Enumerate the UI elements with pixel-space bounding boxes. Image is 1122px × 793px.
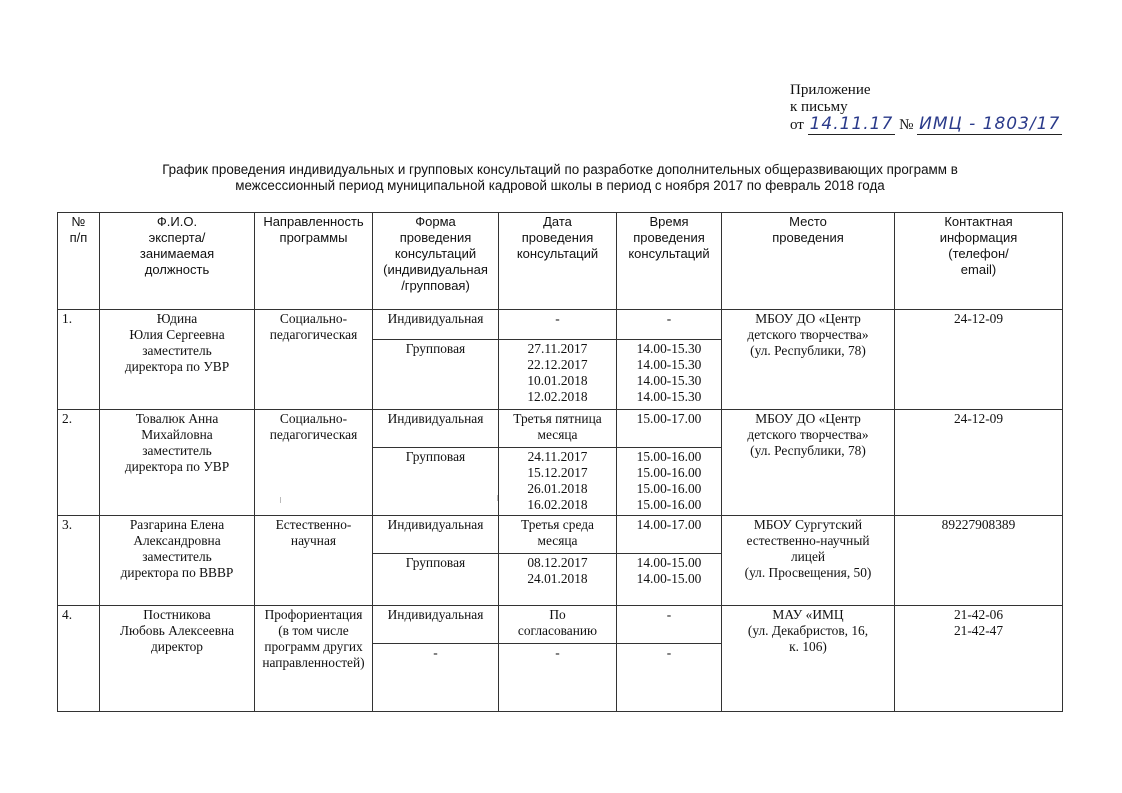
row-number: 2. (58, 410, 100, 516)
cell-text-line: 24-12-09 (953, 411, 1004, 426)
date-group (499, 448, 617, 516)
cell-text-line: Социально- (279, 311, 348, 326)
place-cell (722, 516, 895, 606)
cell-text-line: (телефон/ (948, 246, 1009, 261)
cell-text-line: /групповая) (401, 278, 470, 293)
cell-text-line: заместитель (142, 343, 212, 358)
cell-text-line: email) (960, 262, 997, 277)
cell-text-line: 14.00-15.00 (636, 571, 702, 586)
cell-text-line: Направленность (263, 214, 364, 229)
direction-cell (255, 516, 373, 606)
header-place (722, 213, 895, 310)
cell-text-line: МБОУ ДО «Центр (755, 311, 861, 326)
header-form (373, 213, 499, 310)
cell-text-line: проведения (772, 230, 844, 245)
table-header-row (58, 213, 1063, 310)
cell-text-line: 14.00-15.30 (636, 341, 702, 356)
cell-text-line: Товалюк Анна (135, 411, 219, 426)
cell-text-line: консультаций (628, 246, 710, 261)
cell-text-line: информация (939, 230, 1018, 245)
row-number: 4. (58, 606, 100, 712)
cell-text-line: - (666, 311, 672, 326)
cell-text-line: педагогическая (269, 327, 358, 342)
cell-text-line: 21-42-06 (953, 607, 1004, 622)
date-individual (499, 516, 617, 554)
document-title (60, 162, 1060, 194)
cell-text-line: 21-42-47 (953, 623, 1004, 638)
cell-text-line: направленностей) (262, 655, 365, 670)
cell-text-line: 15.12.2017 (527, 465, 588, 480)
cell-text-line: - (666, 607, 672, 622)
form-individual: Индивидуальная (373, 310, 499, 340)
cell-text-line: 08.12.2017 (527, 555, 588, 570)
cell-text-line: (ул. Просвещения, 50) (744, 565, 872, 580)
appendix-block (790, 82, 1062, 134)
form-individual: Индивидуальная (373, 410, 499, 448)
cell-text-line: Время (649, 214, 689, 229)
cell-text-line: Место (789, 214, 827, 229)
cell-text-line: директор (150, 639, 203, 654)
cell-text-line: согласованию (517, 623, 598, 638)
cell-text-line: Форма (415, 214, 456, 229)
cell-text-line: детского творчества» (747, 427, 869, 442)
time-individual (617, 410, 722, 448)
cell-text-line: Социально- (279, 411, 348, 426)
direction-cell (255, 310, 373, 410)
cell-text-line: Юлия Сергеевна (129, 327, 225, 342)
handwritten-date: 14.11.17 (809, 114, 894, 134)
cell-text-line: проведения (521, 230, 594, 245)
cell-text-line: 24-12-09 (953, 311, 1004, 326)
row-number: 3. (58, 516, 100, 606)
contact-cell (895, 410, 1063, 516)
cell-text-line: Александровна (133, 533, 221, 548)
date-group (499, 340, 617, 410)
cell-text-line: (ул. Декабристов, 16, (747, 623, 869, 638)
cell-text-line: (ул. Республики, 78) (750, 343, 866, 358)
cell-text-line: должность (144, 262, 210, 277)
header-time (617, 213, 722, 310)
cell-text-line: 24.01.2018 (527, 571, 588, 586)
header-contact (895, 213, 1063, 310)
cell-text-line: педагогическая (269, 427, 358, 442)
cell-text-line: программы (279, 230, 348, 245)
cell-text-line: Профориентация (264, 607, 363, 622)
cell-text-line: Третья среда (521, 517, 594, 532)
expert-cell (100, 516, 255, 606)
header-date (499, 213, 617, 310)
cell-text-line: научная (290, 533, 337, 548)
cell-text-line: (ул. Республики, 78) (750, 443, 866, 458)
date-individual (499, 410, 617, 448)
number-prefix: № (899, 117, 914, 133)
cell-text-line: детского творчества» (747, 327, 869, 342)
contact-cell (895, 606, 1063, 712)
table-row (58, 310, 1063, 340)
form-individual: Индивидуальная (373, 606, 499, 644)
cell-text-line: эксперта/ (148, 230, 206, 245)
cell-text-line: Третья пятница (513, 411, 602, 426)
cell-text-line: Естественно- (275, 517, 352, 532)
cell-text-line: 89227908389 (941, 517, 1016, 532)
header-expert (100, 213, 255, 310)
appendix-date-number (790, 116, 1062, 134)
cell-text-line: 15.00-17.00 (636, 411, 702, 426)
cell-text-line: 14.00-15.30 (636, 373, 702, 388)
from-prefix: от (790, 117, 804, 133)
cell-text-line: (в том числе (278, 623, 349, 638)
cell-text-line: (индивидуальная (383, 262, 488, 277)
form-group: Групповая (373, 448, 499, 516)
form-individual: Индивидуальная (373, 516, 499, 554)
cell-text-line: - (666, 645, 672, 660)
scan-mark (280, 497, 281, 503)
direction-cell (255, 410, 373, 516)
cell-text-line: Любовь Алексеевна (119, 623, 235, 638)
title-line-1: График проведения индивидуальных и групповых консультаций по разработке дополнительных общеразвивающих программ в (162, 162, 958, 177)
cell-text-line: Постникова (143, 607, 211, 622)
cell-text-line: - (555, 645, 560, 660)
scan-mark (497, 495, 498, 501)
header-direction (255, 213, 373, 310)
time-group (617, 340, 722, 410)
cell-text-line: 10.01.2018 (527, 373, 588, 388)
cell-text-line: директора по ВВВР (120, 565, 234, 580)
cell-text-line: директора по УВР (124, 359, 230, 374)
table-row (58, 516, 1063, 554)
place-cell (722, 310, 895, 410)
cell-text-line: 14.00-15.30 (636, 357, 702, 372)
table-row (58, 606, 1063, 644)
contact-cell (895, 310, 1063, 410)
form-group: Групповая (373, 340, 499, 410)
header-num (58, 213, 100, 310)
cell-text-line: проведения (399, 230, 472, 245)
appendix-title: Приложение (790, 82, 871, 98)
time-individual (617, 516, 722, 554)
cell-text-line: месяца (537, 427, 578, 442)
cell-text-line: МБОУ Сургутский (753, 517, 863, 532)
direction-cell (255, 606, 373, 712)
cell-text-line: Разгарина Елена (129, 517, 225, 532)
cell-text-line: 15.00-16.00 (636, 449, 702, 464)
cell-text-line: п/п (69, 230, 88, 245)
cell-text-line: естественно-научный (746, 533, 870, 548)
cell-text-line: к. 106) (789, 639, 827, 654)
date-group (499, 554, 617, 606)
place-cell (722, 606, 895, 712)
time-individual (617, 310, 722, 340)
cell-text-line: 15.00-16.00 (636, 465, 702, 480)
cell-text-line: 27.11.2017 (527, 341, 588, 356)
contact-cell (895, 516, 1063, 606)
time-group (617, 644, 722, 712)
cell-text-line: 15.00-16.00 (636, 497, 702, 512)
cell-text-line: консультаций (394, 246, 477, 261)
cell-text-line: 24.11.2017 (527, 449, 588, 464)
date-individual (499, 606, 617, 644)
cell-text-line: консультаций (516, 246, 599, 261)
title-line-2: межсессионный период муниципальной кадровой школы в период с ноября 2017 по февраль 2018 года (235, 178, 885, 193)
expert-cell (100, 606, 255, 712)
cell-text-line: 14.00-15.00 (636, 555, 702, 570)
cell-text-line: 14.00-17.00 (636, 517, 702, 532)
cell-text-line: 14.00-15.30 (636, 389, 702, 404)
cell-text-line: Михайловна (141, 427, 213, 442)
handwritten-number: ИМЦ - 1803/17 (919, 114, 1061, 134)
cell-text-line: 12.02.2018 (527, 389, 588, 404)
cell-text-line: 22.12.2017 (527, 357, 588, 372)
cell-text-line: лицей (790, 549, 826, 564)
time-group (617, 554, 722, 606)
time-group (617, 448, 722, 516)
cell-text-line: проведения (633, 230, 705, 245)
cell-text-line: заместитель (142, 549, 212, 564)
cell-text-line: 16.02.2018 (527, 497, 588, 512)
cell-text-line: Контактная (944, 214, 1013, 229)
cell-text-line: МАУ «ИМЦ (772, 607, 844, 622)
row-number: 1. (58, 310, 100, 410)
cell-text-line: Ф.И.О. (156, 214, 198, 229)
cell-text-line: заместитель (142, 443, 212, 458)
form-group: - (373, 644, 499, 712)
cell-text-line: Дата (543, 214, 572, 229)
cell-text-line: месяца (537, 533, 578, 548)
cell-text-line: По (549, 607, 566, 622)
cell-text-line: занимаемая (139, 246, 215, 261)
cell-text-line: - (555, 311, 560, 326)
expert-cell (100, 410, 255, 516)
date-group (499, 644, 617, 712)
date-individual (499, 310, 617, 340)
expert-cell (100, 310, 255, 410)
place-cell (722, 410, 895, 516)
form-group: Групповая (373, 554, 499, 606)
cell-text-line: программ других (264, 639, 363, 654)
cell-text-line: 15.00-16.00 (636, 481, 702, 496)
cell-text-line: № (71, 214, 86, 229)
cell-text-line: директора по УВР (124, 459, 230, 474)
time-individual (617, 606, 722, 644)
cell-text-line: 26.01.2018 (527, 481, 588, 496)
table-row (58, 410, 1063, 448)
cell-text-line: Юдина (156, 311, 198, 326)
cell-text-line: МБОУ ДО «Центр (755, 411, 861, 426)
schedule-table (57, 212, 1063, 712)
appendix-letter-ref: к письму (790, 99, 848, 115)
